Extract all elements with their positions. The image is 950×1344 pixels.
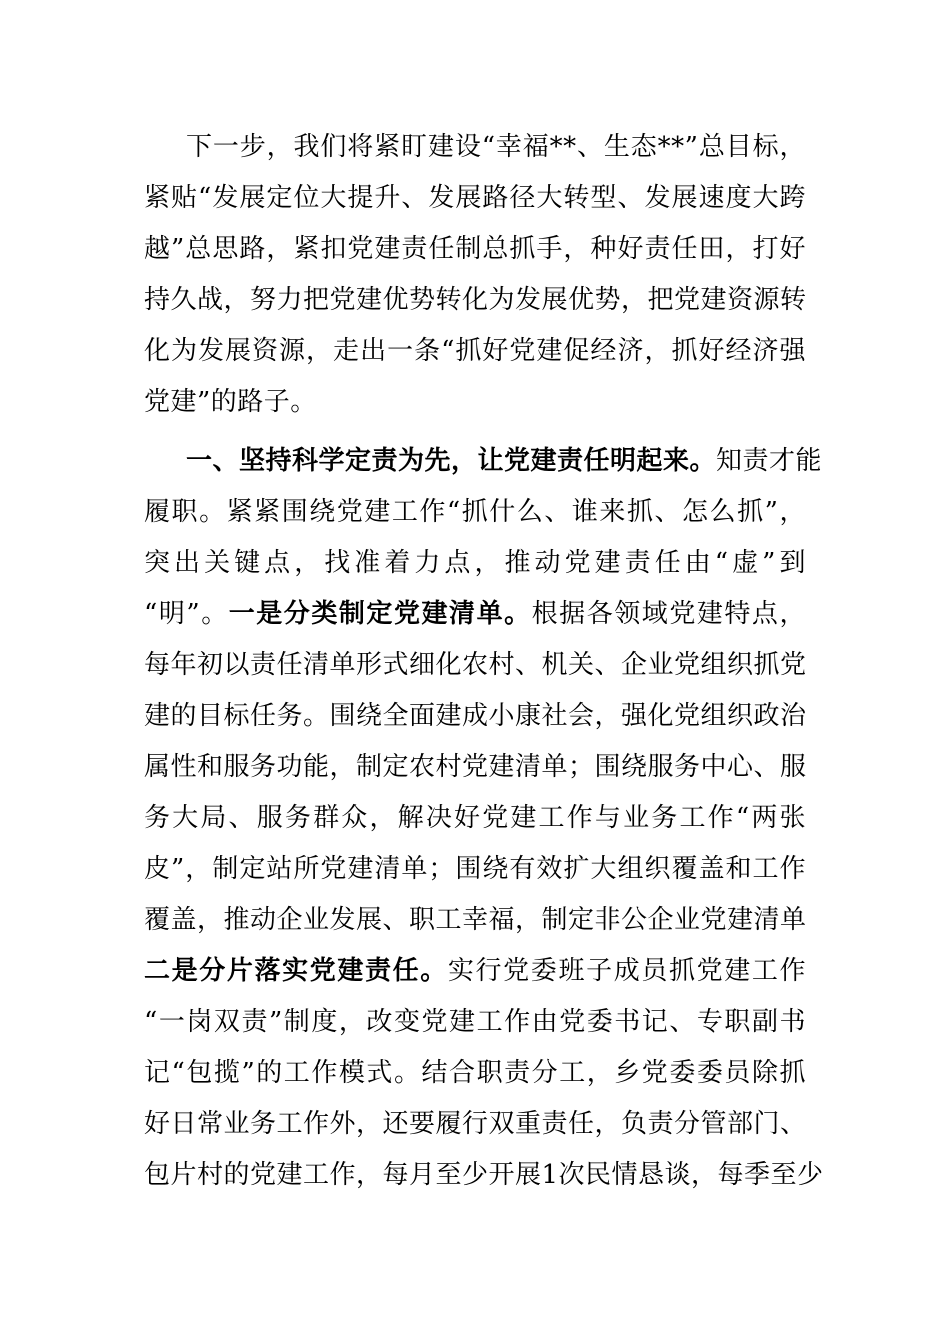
text-line: 每年初以责任清单形式细化农村、机关、企业党组织抓党 bbox=[144, 650, 807, 680]
text-line: 紧贴“发展定位大提升、发展路径大转型、发展速度大跨 bbox=[144, 183, 806, 213]
subheading: 一是分类制定党建清单。 bbox=[228, 599, 532, 629]
text-run: “明”。 bbox=[144, 599, 229, 629]
text-run: 知责才能 bbox=[716, 446, 823, 476]
text-line: 记“包揽”的工作模式。结合职责分工，乡党委委员除抓 bbox=[144, 1058, 806, 1088]
section-heading: 一、坚持科学定责为先，让党建责任明起来。 bbox=[186, 446, 717, 476]
paragraph-section-one bbox=[144, 436, 824, 1201]
text-run: 根据各领域党建特点， bbox=[531, 599, 806, 629]
text-line: 党建”的路子。 bbox=[144, 387, 317, 417]
text-line bbox=[144, 589, 806, 640]
text-line: 务大局、服务群众，解决好党建工作与业务工作“两张 bbox=[144, 803, 806, 833]
text-run: 实行党委班子成员抓党建工作 bbox=[447, 956, 806, 986]
text-line: 建的目标任务。围绕全面建成小康社会，强化党组织政治 bbox=[144, 701, 807, 731]
subheading: 二是分片落实党建责任。 bbox=[144, 956, 448, 986]
text-line: 越”总思路，紧扣党建责任制总抓手，种好责任田，打好 bbox=[144, 234, 806, 264]
text-line: 属性和服务功能，制定农村党建清单；围绕服务中心、服 bbox=[144, 752, 807, 782]
text-line: 包片村的党建工作，每月至少开展1次民情恳谈，每季至少 bbox=[144, 1160, 824, 1190]
text-line bbox=[144, 946, 806, 997]
text-line: 持久战，努力把党建优势转化为发展优势，把党建资源转 bbox=[144, 285, 807, 315]
paragraph-next-steps bbox=[144, 122, 806, 428]
text-line: 履职。紧紧围绕党建工作“抓什么、谁来抓、怎么抓”， bbox=[144, 497, 806, 527]
text-line: 突出关键点，找准着力点，推动党建责任由“虚”到 bbox=[144, 548, 806, 578]
text-line: “一岗双责”制度，改变党建工作由党委书记、专职副书 bbox=[144, 1007, 806, 1037]
text-line bbox=[144, 436, 823, 487]
text-line: 好日常业务工作外，还要履行双重责任，负责分管部门、 bbox=[144, 1109, 807, 1139]
text-line: 覆盖，推动企业发展、职工幸福，制定非公企业党建清单 bbox=[144, 905, 807, 935]
text-line: 下一步，我们将紧盯建设“幸福**、生态**”总目标， bbox=[186, 132, 806, 162]
text-line: 化为发展资源，走出一条“抓好党建促经济，抓好经济强 bbox=[144, 336, 806, 366]
text-line: 皮”，制定站所党建清单；围绕有效扩大组织覆盖和工作 bbox=[144, 854, 806, 884]
